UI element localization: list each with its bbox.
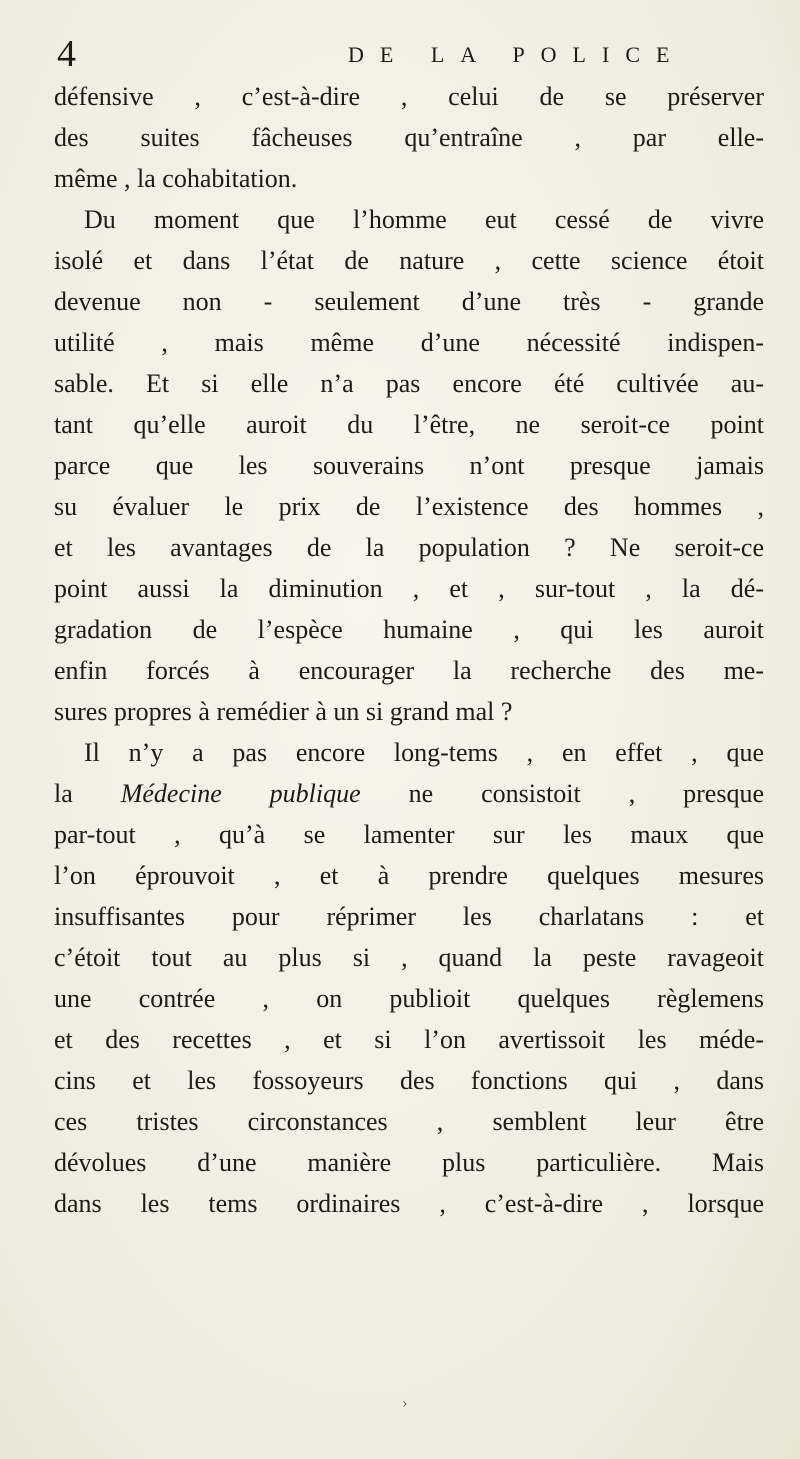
text-line-with-italic <box>54 773 764 814</box>
text-line: point aussi la diminution , et , sur-tout , la dé- <box>54 574 764 603</box>
text-segment: ne consistoit , presque <box>360 779 764 808</box>
text-line: dévolues d’une manière plus particulière. Mais <box>54 1148 764 1177</box>
text-line: utilité , mais même d’une nécessité indispen- <box>54 328 764 357</box>
text-line: devenue non - seulement d’une très - grande <box>54 287 764 316</box>
text-segment: la <box>54 779 121 808</box>
text-line: enfin forcés à encourager la recherche des me- <box>54 656 764 685</box>
text-line: même , la cohabitation. <box>54 164 298 193</box>
page-number: 4 <box>57 33 76 75</box>
text-line: cins et les fossoyeurs des fonctions qui , dans <box>54 1066 764 1095</box>
text-line: et les avantages de la population ? Ne seroit-ce <box>54 533 764 562</box>
text-line: parce que les souverains n’ont presque jamais <box>54 451 764 480</box>
text-line: tant qu’elle auroit du l’être, ne seroit-ce point <box>54 410 764 439</box>
text-line: su évaluer le prix de l’existence des hommes , <box>54 492 764 521</box>
text-line: ces tristes circonstances , semblent leur être <box>54 1107 764 1136</box>
text-line: Il n’y a pas encore long-tems , en effet , que <box>84 738 764 767</box>
text-line: gradation de l’espèce humaine , qui les auroit <box>54 615 764 644</box>
footer-mark: › <box>402 1396 408 1412</box>
text-line: et des recettes , et si l’on avertissoit les méde- <box>54 1025 764 1054</box>
text-line: c’étoit tout au plus si , quand la peste ravageoit <box>54 943 764 972</box>
text-line: sures propres à remédier à un si grand mal ? <box>54 697 513 726</box>
page-header <box>50 34 770 74</box>
text-line: insuffisantes pour réprimer les charlatans : et <box>54 902 764 931</box>
text-line: défensive , c’est-à-dire , celui de se préserver <box>54 82 764 111</box>
text-line: l’on éprouvoit , et à prendre quelques mesures <box>54 861 764 890</box>
text-line: isolé et dans l’état de nature , cette science étoit <box>54 246 764 275</box>
italic-term: Médecine publique <box>120 779 361 808</box>
body-text <box>54 76 764 1224</box>
text-line: dans les tems ordinaires , c’est-à-dire , lorsque <box>54 1189 764 1218</box>
text-line: par-tout , qu’à se lamenter sur les maux que <box>54 820 764 849</box>
text-line: Du moment que l’homme eut cessé de vivre <box>84 205 764 234</box>
text-line: une contrée , on publioit quelques règlemens <box>54 984 764 1013</box>
running-head: DE LA POLICE <box>348 42 686 67</box>
text-line: sable. Et si elle n’a pas encore été cultivée au- <box>54 369 764 398</box>
text-line: des suites fâcheuses qu’entraîne , par elle- <box>54 123 764 152</box>
